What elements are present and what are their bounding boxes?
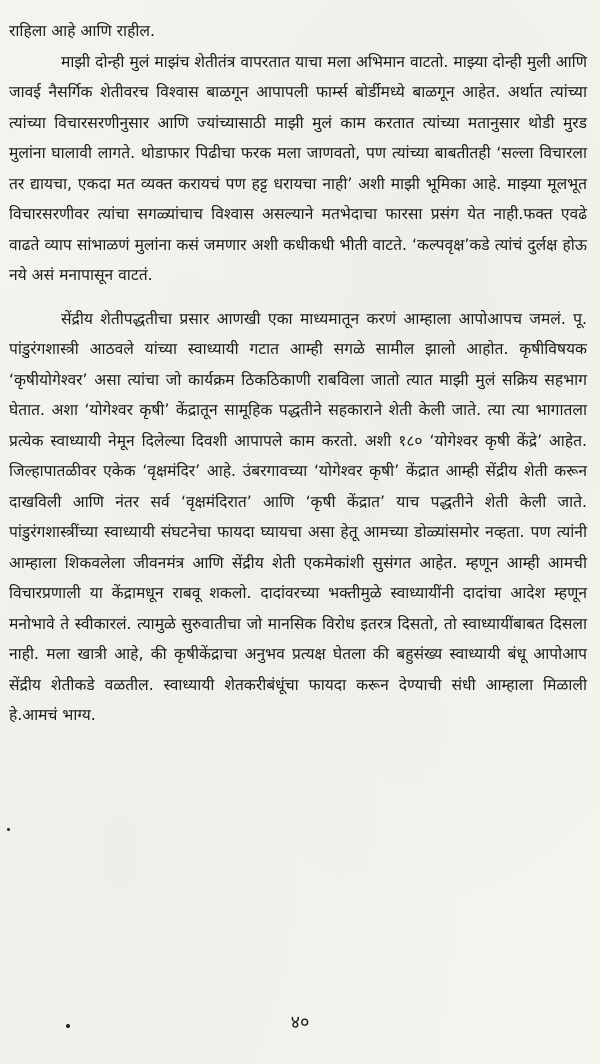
page-number: ४०	[290, 1012, 310, 1033]
paragraph-continuation: राहिला आहे आणि राहील.	[9, 22, 155, 40]
paragraph-swadhyay-organic-farming: सेंद्रीय शेतीपद्धतीचा प्रसार आणखी एका माध्यमातून करणं आम्हाला आपोआपच जमलं. पू. पांडुरंगशास्त्री आठवले यांच्या स्वाध्यायी गटात आम्ही सगळे सामील झालो आहोत. कृषीविषयक ‘कृषीयोगेश्वर’ असा त्यांचा जो कार्यक्रम ठिकठिकाणी राबविला जातो त्यात माझी मुलं सक्रिय सहभाग घेतात. अशा ‘योगेश्वर कृषी’ केंद्रातून सामूहिक पद्धतीने सहकाराने शेती केली जाते. त्या त्या भागातला प्रत्येक स्वाध्यायी नेमून दिलेल्या दिवशी आपापले काम करतो. अशी १८० ‘योगेश्वर कृषी केंद्रे’ आहेत. जिल्हापातळीवर एकेक ‘वृक्षमंदिर’ आहे. उंबरगावच्या ‘योगेश्वर कृषी’ केंद्रात आम्ही सेंद्रीय शेती करून दाखविली आणि नंतर सर्व ‘वृक्षमंदिरात’ आणि ‘कृषी केंद्रात’ याच पद्धतीने शेती केली जाते. पांडुरंगशास्त्रींच्या स्वाध्यायी संघटनेचा फायदा घ्यायचा असा हेतू आमच्या डोळ्यांसमोर नव्हता. पण त्यांनी आम्हाला शिकवलेला जीवनमंत्र आणि सेंद्रीय शेती एकमेकांशी सुसंगत आहेत. म्हणून आम्ही आमची विचारप्रणाली या केंद्रामधून राबवू शकलो. दादांवरच्या भक्तीमुळे स्वाध्यायींनी दादांचा आदेश म्हणून मनोभावे ते स्वीकारलं. त्यामुळे सुरुवातीचा जो मानसिक विरोध इतरत्र दिसतो, तो स्वाध्यायींबाबत दिसला नाही. मला खात्री आहे, की कृषीकेंद्राचा अनुभव प्रत्यक्ष घेतला की बहुसंख्य स्वाध्यायी बंधू आपोआप सेंद्रीय शेतीकडे वळतील. स्वाध्यायी शेतकरीबंधूंचा फायदा करून देण्याची संधी आम्हाला मिळाली हे.आमचं भाग्य.	[9, 309, 588, 724]
paragraph-children-farming: माझी दोन्ही मुलं माझंच शेतीतंत्र वापरतात याचा मला अभिमान वाटतो. माझ्या दोन्ही मुली आणि जावई नैसर्गिक शेतीवरच विश्वास बाळगून आपापली फार्म्स बोर्डीमध्ये बाळगून आहेत. अर्थात त्यांच्या त्यांच्या विचारसरणीनुसार आणि ज्यांच्यासाठी माझी मुलं काम करतात त्यांच्या मतानुसार थोडी मुरड मुलांना घालावी लागते. थोडाफार पिढीचा फरक मला जाणवतो, पण त्यांच्या बाबतीतही ‘सल्ला विचारला तर द्यायचा, एकदा मत व्यक्त करायचं पण हट्ट धरायचा नाही’ अशी माझी भूमिका आहे. माझ्या मूलभूत विचारसरणीवर त्यांचा सगळ्यांचाच विश्वास असल्याने मतभेदाचा फारसा प्रसंग येत नाही.फक्त एवढे वाढते व्याप सांभाळणं मुलांना कसं जमणार अशी कधीकधी भीती वाटते. ‘कल्पवृक्ष’कडे त्यांचं दुर्लक्ष होऊ नये असं मनापासून वाटतं.	[9, 52, 587, 284]
print-speck	[7, 828, 10, 831]
body-text	[9, 16, 587, 731]
